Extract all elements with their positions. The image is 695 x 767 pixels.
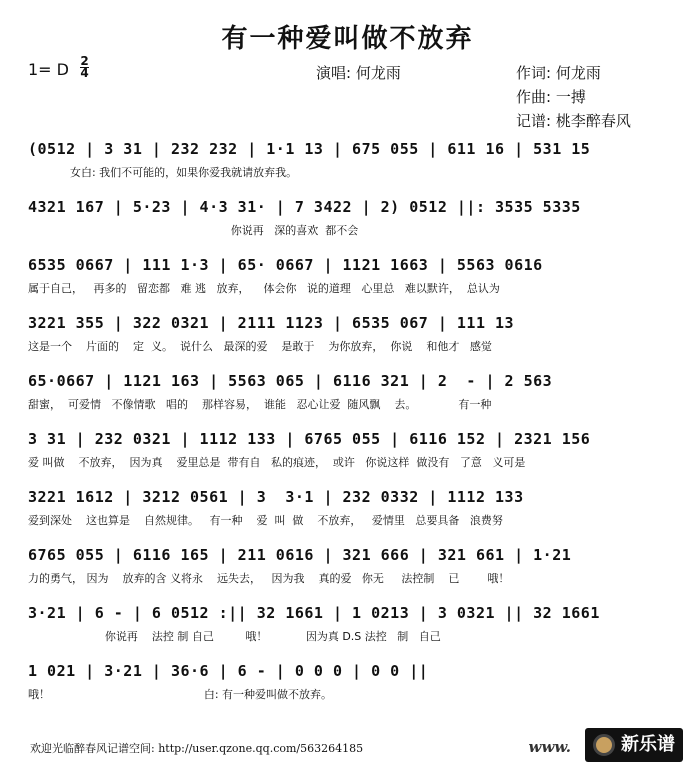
song-title: 有一种爱叫做不放弃 (221, 24, 474, 54)
watermark-text: www. (528, 738, 571, 756)
notation-notes: 6765 055 | 6116 165 | 211 0616 | 321 666 | 321 661 | 1·21 (28, 546, 572, 564)
brand-name: 新乐谱 (621, 734, 675, 755)
lyrics-line: 这是一个 片面的 定 义。 说什么 最深的爱 是敢于 为你放弃， 你说 和他才 感觉 (28, 340, 492, 353)
singer-credit: 演唱: 何龙雨 (316, 64, 401, 82)
lyrics-line: 爱到深处 这也算是 自然规律。 有一种 爱 叫 做 不放弃， 爱情里 总要具备 浪费努 (28, 514, 503, 527)
lyrics-line: 力的勇气， 因为 放弃的含 义将永 远失去， 因为我 真的爱 你无 法控制 已 哦！ (28, 572, 510, 585)
notation-notes: 1 021 | 3·21 | 36·6 | 6 - | 0 0 0 | 0 0 || (28, 662, 429, 680)
lyricist-credit: 作词: 何龙雨 (516, 64, 601, 82)
notation-notes: 3 31 | 232 0321 | 1112 133 | 6765 055 | 6116 152 | 2321 156 (28, 430, 591, 448)
footer-link[interactable]: 欢迎光临醉春风记谱空间: http://user.qzone.qq.com/563264185 (30, 742, 364, 755)
lyrics-line: 甜蜜， 可爱情 不像情歌 唱的 那样容易， 谁能 忍心让爱 随风飘 去。 有一种 (28, 398, 492, 411)
notation-notes: 3221 1612 | 3212 0561 | 3 3·1 | 232 0332 | 1112 133 (28, 488, 524, 506)
notation-notes: (0512 | 3 31 | 232 232 | 1·1 13 | 675 055 | 611 16 | 531 15 (28, 140, 591, 158)
brand-logo (585, 728, 683, 762)
lyrics-line: 哦！ 白: 有一种爱叫做不放弃。 (28, 688, 333, 701)
notation-notes: 6535 0667 | 111 1·3 | 65· 0667 | 1121 1663 | 5563 0616 (28, 256, 543, 274)
lyrics-line: 女白: 我们不可能的，如果你爱我就请放弃我。 (28, 166, 298, 179)
time-signature-top: 2 (80, 54, 89, 68)
time-signature-bottom: 4 (80, 66, 89, 80)
lyrics-line: 你说再 深的喜欢 都不会 (28, 224, 359, 237)
lyrics-line: 你说再 法控 制 自己 哦！ 因为真 D.S 法控 制 自己 (28, 630, 441, 643)
record-icon (593, 734, 615, 756)
notation-notes: 4321 167 | 5·23 | 4·3 31· | 7 3422 | 2) 0512 ||: 3535 5335 (28, 198, 581, 216)
notation-notes: 65·0667 | 1121 163 | 5563 065 | 6116 321 | 2 - | 2 563 (28, 372, 553, 390)
notation-notes: 3·21 | 6 - | 6 0512 :|| 32 1661 | 1 0213 | 3 0321 || 32 1661 (28, 604, 600, 622)
transcriber-credit: 记谱: 桃李醉春风 (516, 112, 631, 130)
time-signature (80, 56, 89, 79)
lyrics-line: 爱 叫做 不放弃， 因为真 爱里总是 带有自 私的痕迹， 或许 你说这样 做没有 了意 义可是 (28, 456, 526, 469)
composer-credit: 作曲: 一搏 (516, 88, 586, 106)
key-signature: 1= D (28, 60, 69, 79)
lyrics-line: 属于自己， 再多的 留恋都 难 逃 放弃， 体会你 说的道理 心里总 难以默许， 总认为 (28, 282, 500, 295)
notation-notes: 3221 355 | 322 0321 | 2111 1123 | 6535 067 | 111 13 (28, 314, 515, 332)
